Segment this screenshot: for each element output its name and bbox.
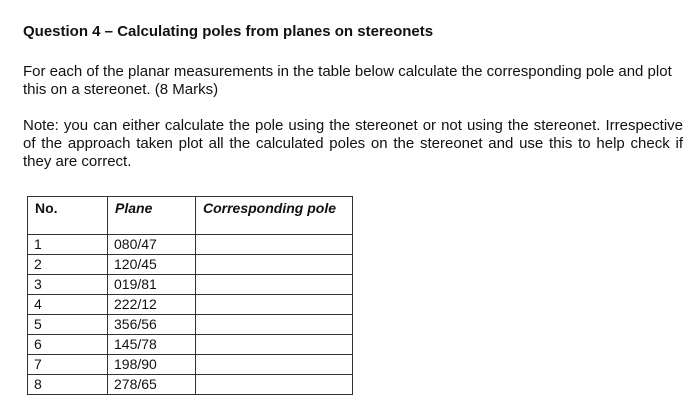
cell-pole[interactable] [196, 315, 353, 335]
cell-no: 1 [28, 235, 108, 255]
table-row [28, 275, 353, 295]
table-row [28, 375, 353, 395]
table-row [28, 315, 353, 335]
cell-plane: 145/78 [108, 335, 196, 355]
cell-no: 2 [28, 255, 108, 275]
cell-plane: 120/45 [108, 255, 196, 275]
cell-plane: 356/56 [108, 315, 196, 335]
document-page [23, 22, 683, 171]
cell-pole[interactable] [196, 375, 353, 395]
table-row [28, 255, 353, 275]
table-header-row [28, 197, 353, 235]
cell-pole[interactable] [196, 295, 353, 315]
cell-plane: 278/65 [108, 375, 196, 395]
cell-no: 5 [28, 315, 108, 335]
cell-no: 6 [28, 335, 108, 355]
cell-pole[interactable] [196, 255, 353, 275]
intro-paragraph: For each of the planar measurements in the table below calculate the corresponding pole and plot this on a stereonet. (8 Marks) [23, 63, 672, 98]
cell-pole[interactable] [196, 235, 353, 255]
cell-no: 3 [28, 275, 108, 295]
cell-pole[interactable] [196, 355, 353, 375]
table-row [28, 335, 353, 355]
header-plane: Plane [108, 197, 196, 235]
table-row [28, 295, 353, 315]
cell-plane: 019/81 [108, 275, 196, 295]
question-title: Question 4 – Calculating poles from planes on stereonets [23, 23, 434, 40]
poles-table [27, 196, 353, 395]
cell-no: 8 [28, 375, 108, 395]
note-paragraph: Note: you can either calculate the pole using the stereonet or not using the stereonet. Irrespective of the approach taken plot all the calculated poles on the stereonet and use this to help check if they are correct. [23, 117, 683, 170]
cell-plane: 222/12 [108, 295, 196, 315]
cell-plane: 198/90 [108, 355, 196, 375]
cell-pole[interactable] [196, 275, 353, 295]
table-row [28, 355, 353, 375]
header-pole: Corresponding pole [196, 197, 353, 235]
cell-no: 7 [28, 355, 108, 375]
cell-no: 4 [28, 295, 108, 315]
cell-pole[interactable] [196, 335, 353, 355]
header-no: No. [28, 197, 108, 235]
table-row [28, 235, 353, 255]
cell-plane: 080/47 [108, 235, 196, 255]
